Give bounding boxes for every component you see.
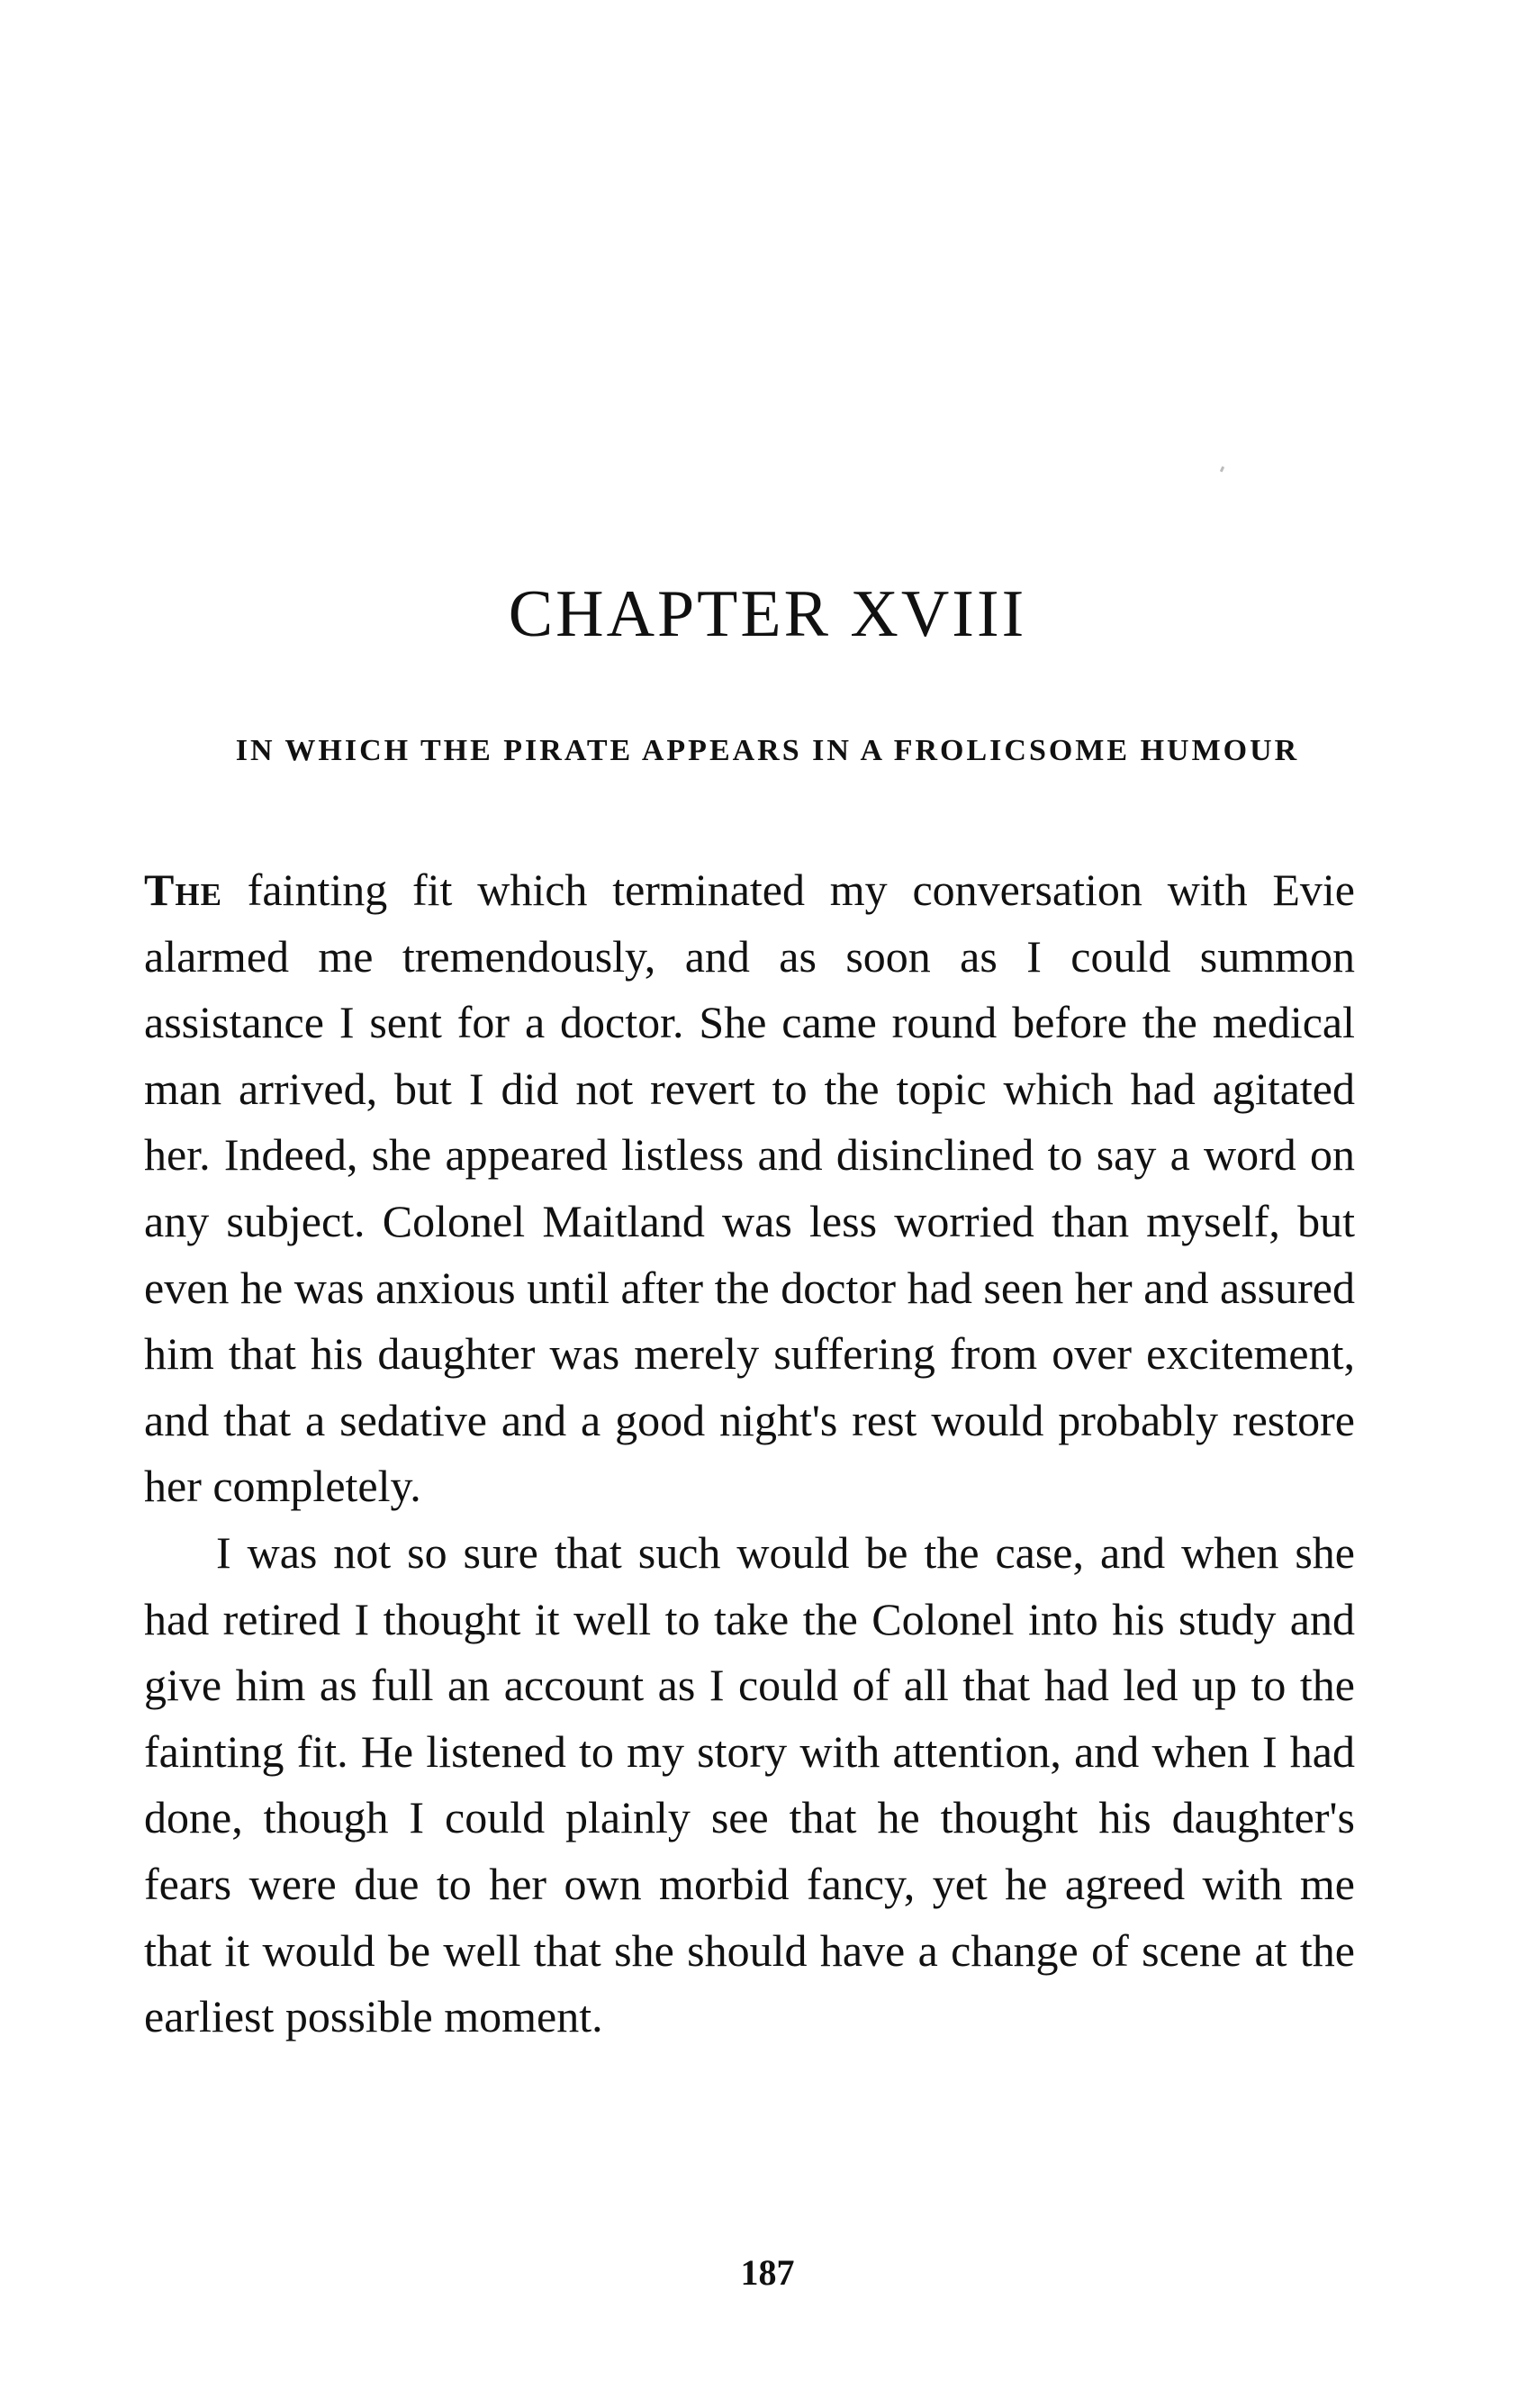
page-number: 187 [740, 2252, 795, 2293]
chapter-body [144, 857, 1355, 2050]
paper-speck [1220, 466, 1224, 473]
paragraph-1-lead-word: The [144, 865, 222, 915]
chapter-subtitle: IN WHICH THE PIRATE APPEARS IN A FROLICSOME HUMOUR [235, 734, 1300, 767]
paragraph-1 [144, 857, 1355, 1520]
paragraph-2: I was not so sure that such would be the case, and when she had retired I thought it well to take the Colonel into his study and give him as full an account as I could of all that had led up to the fainting fit. He listened to my story with attention, and when I had done, though I could plainly see that he thought his daughter's fears were due to her own morbid fancy, yet he agreed with me that it would be well that she should have a change of scene at the earliest possible moment. [144, 1526, 1355, 2042]
chapter-heading: CHAPTER XVIII [508, 577, 1027, 651]
paragraph-1-text: fainting fit which terminated my conversation with Evie alarmed me tremendously, and as soon as I could summon assistance I sent for a doctor. She came round before the medical man arrived, but I did not revert to the topic which had agitated her. Indeed, she appeared listless and disinclined to say a word on any subject. Colonel Maitland was less worried than myself, but even he was anxious until after the doctor had seen her and assured him that his daughter was merely suffering from over excitement, and that a sedative and a good night's rest would probably restore her completely. [144, 865, 1355, 1512]
